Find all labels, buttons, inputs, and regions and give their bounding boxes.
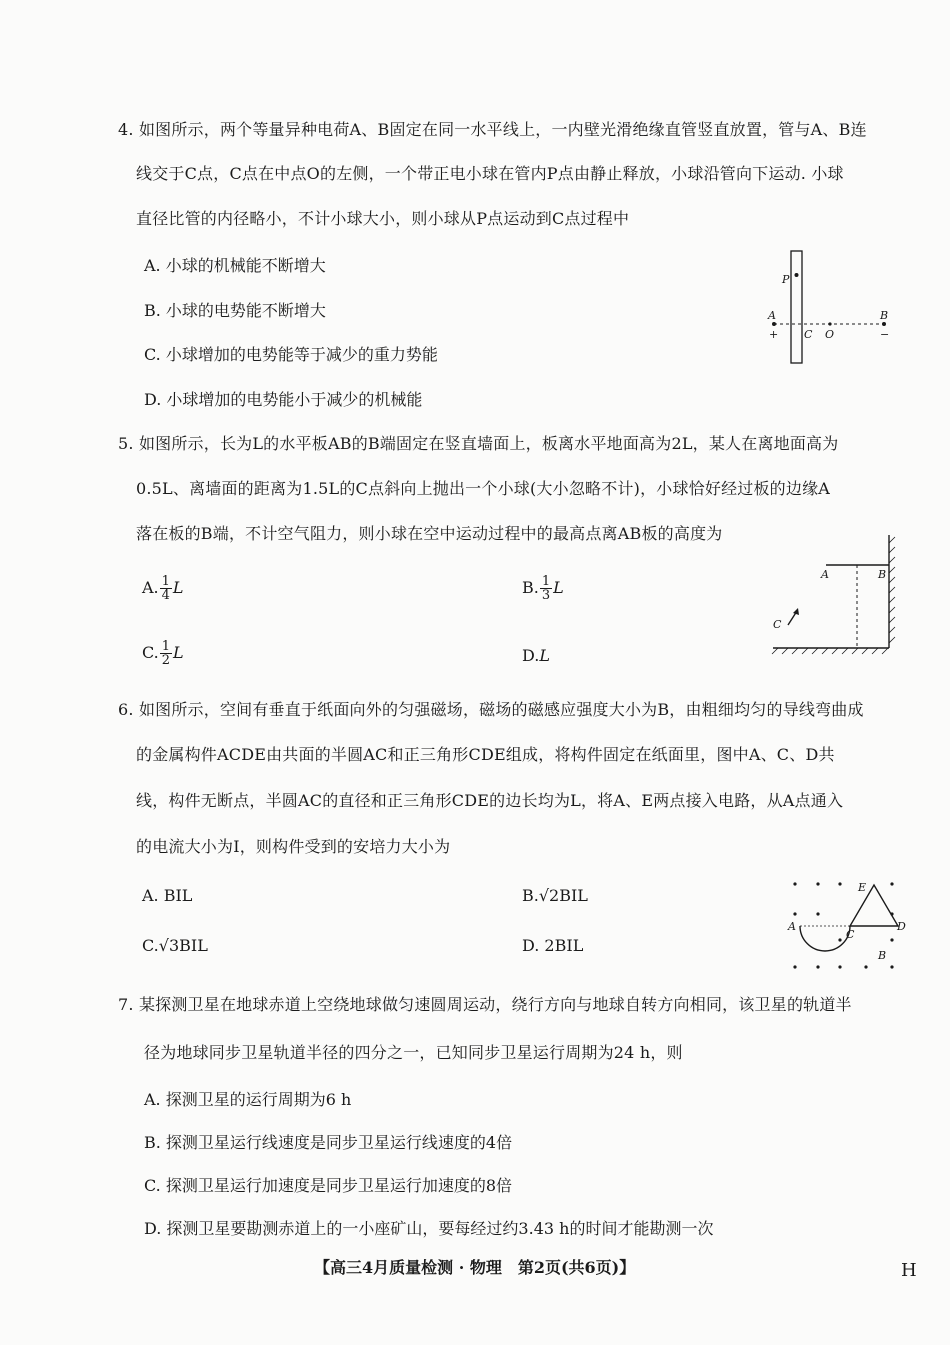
- charge-a: [772, 322, 776, 326]
- q6-line-3: 线，构件无断点，半圆AC的直径和正三角形CDE的边长均为L，将A、E两点接入电路，从A点通入: [136, 791, 844, 810]
- q4-option-a: A. 小球的机械能不断增大: [144, 256, 326, 275]
- q7-line-1: 7. 某探测卫星在地球赤道上空绕地球做匀速圆周运动，绕行方向与地球自转方向相同，该卫星的轨道半: [118, 995, 852, 1014]
- ball-p: [795, 273, 799, 277]
- q6-option-a: A. BIL: [142, 886, 193, 905]
- label-c: C: [773, 618, 782, 631]
- label-minus: −: [880, 328, 890, 341]
- q5-line-3: 落在板的B端，不计空气阻力，则小球在空中运动过程中的最高点离AB板的高度为: [136, 524, 723, 543]
- q7-option-c: C. 探测卫星运行加速度是同步卫星运行加速度的8倍: [144, 1176, 513, 1195]
- q4-line-1: 4. 如图所示，两个等量异种电荷A、B固定在同一水平线上，一内壁光滑绝缘直管竖直放置，管与A、B连: [118, 120, 867, 139]
- midpoint-o: [828, 322, 831, 325]
- q4-line-3: 直径比管的内径略小，不计小球大小，则小球从P点运动到C点过程中: [136, 209, 630, 228]
- label-b: B: [880, 309, 889, 322]
- q4-line-2: 线交于C点，C点在中点O的左侧，一个带正电小球在管内P点由静止释放，小球沿管向下运动. 小球: [136, 164, 844, 183]
- q7-line-2: 径为地球同步卫星轨道半径的四分之一，已知同步卫星运行周期为24 h，则: [144, 1043, 683, 1062]
- semicircle-ac: [800, 926, 850, 951]
- q5-line-2: 0.5L、离墙面的距离为1.5L的C点斜向上抛出一个小球(大小忽略不计)，小球恰好经过板的边缘A: [136, 479, 831, 498]
- q5-option-b: B. $\frac{1}{3}$ L: [522, 574, 564, 603]
- q5-option-c: C. $\frac{1}{2}$ L: [142, 639, 184, 668]
- label-b: B: [878, 568, 887, 581]
- label-a: A: [788, 920, 796, 933]
- q5-line-1: 5. 如图所示，长为L的水平板AB的B端固定在竖直墙面上，板离水平地面高为2L，某人在离地面高为: [118, 434, 839, 453]
- q5-option-d: D.L: [522, 646, 550, 665]
- q6-option-b: B.√2BIL: [522, 886, 588, 905]
- charge-b: [882, 322, 886, 326]
- q4-option-b: B. 小球的电势能不断增大: [144, 301, 326, 320]
- q6-option-c: C.√3BIL: [142, 936, 208, 955]
- q6-line-4: 的电流大小为I，则构件受到的安培力大小为: [136, 837, 451, 856]
- q4-figure-charges-tube: [760, 245, 900, 370]
- q6-line-1: 6. 如图所示，空间有垂直于纸面向外的匀强磁场，磁场的磁感应强度大小为B，由粗细均匀的导线弯曲成: [118, 700, 864, 719]
- page-footer: 【高三4月质量检测 · 物理 第2页(共6页)】: [314, 1258, 636, 1277]
- label-e: E: [858, 881, 867, 894]
- q5-figure-wall-board: [768, 535, 903, 660]
- vertical-tube: [791, 251, 802, 363]
- label-c: C: [804, 328, 813, 341]
- arrow-head: [793, 608, 799, 615]
- q4-option-d: D. 小球增加的电势能小于减少的机械能: [144, 390, 423, 409]
- q7-option-a: A. 探测卫星的运行周期为6 h: [144, 1090, 352, 1109]
- label-plus: +: [769, 328, 779, 341]
- corner-mark: H: [901, 1260, 917, 1281]
- q6-option-d: D. 2BIL: [522, 936, 584, 955]
- q6-figure-semicircle-triangle: [780, 872, 910, 977]
- label-a: A: [821, 568, 829, 581]
- label-b: B: [878, 949, 887, 962]
- q5-option-a: A. $\frac{1}{4}$ L: [142, 574, 184, 603]
- label-a: A: [768, 309, 776, 322]
- q7-option-d: D. 探测卫星要勘测赤道上的一小座矿山，要每经过约3.43 h的时间才能勘测一次: [144, 1219, 714, 1238]
- label-d: D: [897, 920, 906, 933]
- label-p: P: [782, 273, 790, 286]
- q4-option-c: C. 小球增加的电势能等于减少的重力势能: [144, 345, 438, 364]
- label-c: C: [846, 928, 855, 941]
- q7-option-b: B. 探测卫星运行线速度是同步卫星运行线速度的4倍: [144, 1133, 513, 1152]
- q6-line-2: 的金属构件ACDE由共面的半圆AC和正三角形CDE组成，将构件固定在纸面里，图中A、C、D共: [136, 745, 835, 764]
- label-o: O: [825, 328, 835, 341]
